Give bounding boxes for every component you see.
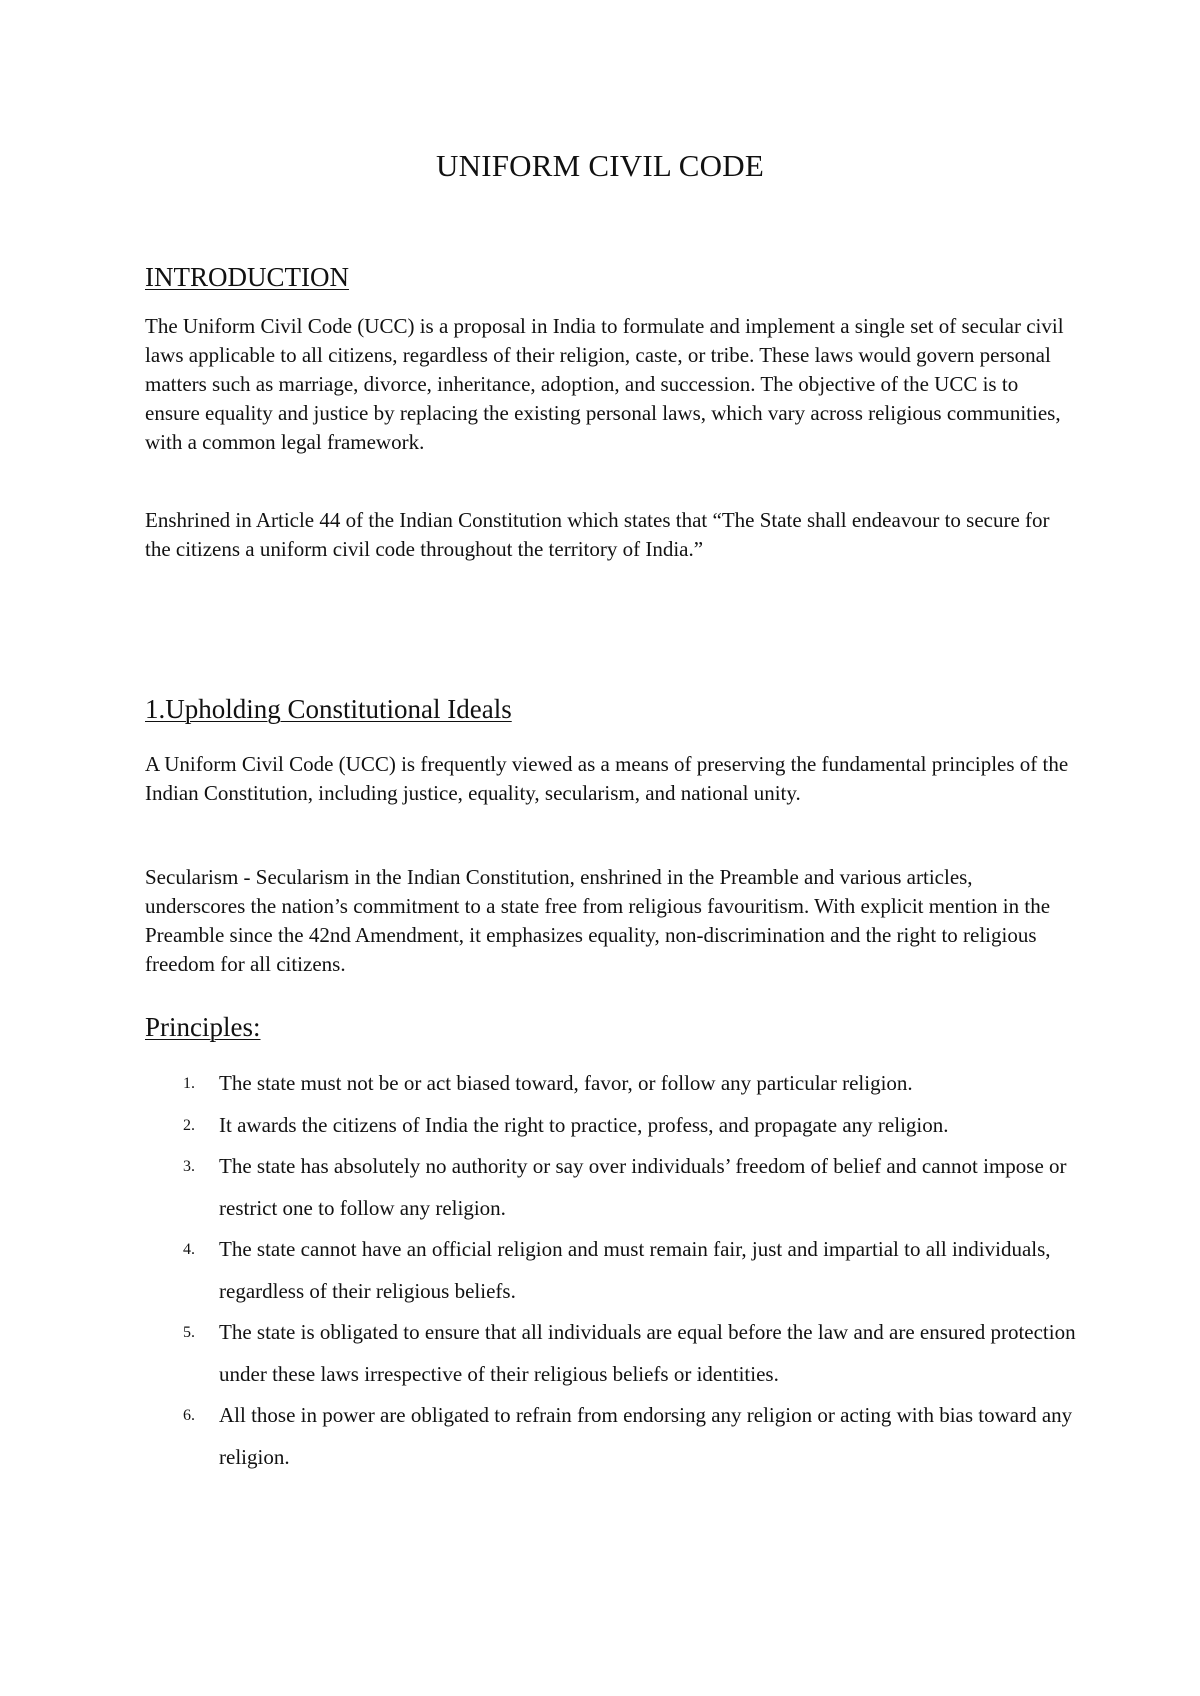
section1-paragraph-secularism: Secularism - Secularism in the Indian Constitution, enshrined in the Preamble and various articles, underscores the nation’s commitment to a state free from religious favouritism. With explicit mention in the Preamble since the 42nd Amendment, it emphasizes equality, non-discrimination and the right to religious freedom for all citizens. — [145, 865, 1051, 976]
list-item-text: The state has absolutely no authority or say over individuals’ freedom of belief and cannot impose or restrict one to follow any religion. — [219, 1154, 1067, 1220]
list-item-text: All those in power are obligated to refrain from endorsing any religion or acting with bias toward any religion. — [219, 1403, 1073, 1469]
list-item — [145, 1229, 1085, 1312]
list-item-number: 5. — [183, 1324, 195, 1341]
list-item-text: The state cannot have an official religion and must remain fair, just and impartial to all individuals, regardless of their religious beliefs. — [219, 1237, 1051, 1303]
list-item-number: 2. — [183, 1116, 195, 1134]
introduction-paragraph-2: Enshrined in Article 44 of the Indian Constitution which states that “The State shall endeavour to secure for the citizens a uniform civil code throughout the territory of India.” — [145, 508, 1050, 561]
list-item-number: 6. — [183, 1407, 195, 1424]
principles-list — [145, 1063, 1085, 1478]
section1-heading: 1.Upholding Constitutional Ideals — [145, 694, 512, 724]
list-item-number: 3. — [183, 1158, 195, 1175]
list-item-number: 4. — [183, 1241, 195, 1258]
list-item — [145, 1063, 1085, 1105]
list-item — [145, 1395, 1085, 1478]
document-title: UNIFORM CIVIL CODE — [436, 148, 764, 183]
list-item — [145, 1312, 1085, 1395]
list-item-text: It awards the citizens of India the right to practice, profess, and propagate any religion. — [219, 1112, 949, 1137]
list-item — [145, 1146, 1085, 1229]
introduction-heading: INTRODUCTION — [145, 262, 349, 292]
principles-heading: Principles: — [145, 1012, 261, 1042]
list-item — [145, 1105, 1085, 1147]
list-item-number: 1. — [183, 1075, 195, 1092]
introduction-paragraph-1: The Uniform Civil Code (UCC) is a proposal in India to formulate and implement a single set of secular civil laws applicable to all citizens, regardless of their religion, caste, or tribe. These laws would govern personal matters such as marriage, divorce, inheritance, adoption, and succession. The objective of the UCC is to ensure equality and justice by replacing the existing personal laws, which vary across religious communities, with a common legal framework. — [145, 314, 1064, 454]
list-item-text: The state is obligated to ensure that all individuals are equal before the law and are ensured protection under these laws irrespective of their religious beliefs or identities. — [219, 1320, 1076, 1386]
section1-paragraph-1: A Uniform Civil Code (UCC) is frequently viewed as a means of preserving the fundamental principles of the Indian Constitution, including justice, equality, secularism, and national unity. — [145, 752, 1069, 805]
list-item-text: The state must not be or act biased toward, favor, or follow any particular religion. — [219, 1071, 913, 1095]
